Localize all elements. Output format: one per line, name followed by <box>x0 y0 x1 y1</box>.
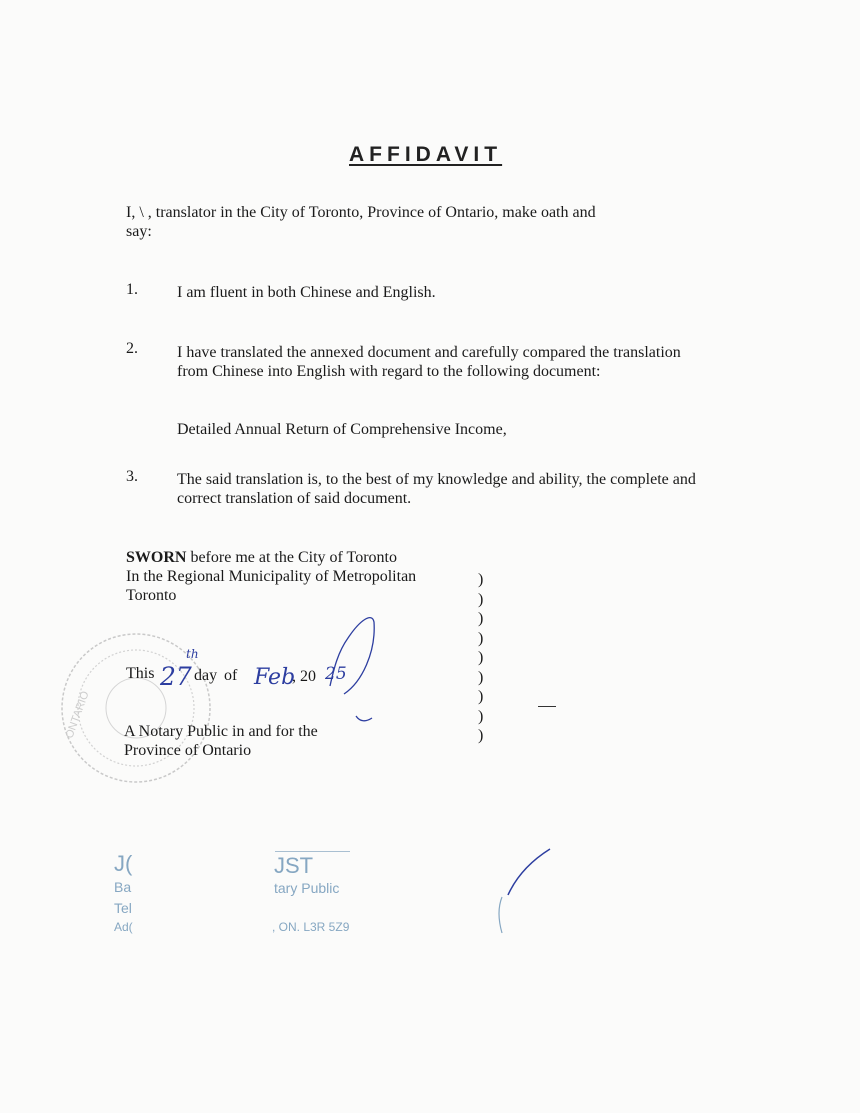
date-day-word: day <box>194 667 218 684</box>
notary-line-1: A Notary Public in and for the <box>124 723 318 740</box>
item-3-number: 3. <box>126 468 138 485</box>
notary-signature <box>300 612 390 727</box>
stamp-left-1: J( <box>114 851 133 876</box>
item-1-number: 1. <box>126 281 138 298</box>
item-3-line-1: The said translation is, to the best of my knowledge and ability, the complete and <box>177 471 696 488</box>
sworn-line-3: Toronto <box>126 587 177 604</box>
date-year-printed: , 20 <box>292 668 316 685</box>
date-day-suffix: th <box>186 647 199 661</box>
date-this: This <box>126 665 155 682</box>
stamp-right-4: , ON. L3R 5Z9 <box>272 920 350 934</box>
ink-mark <box>494 845 554 937</box>
date-of: of <box>224 667 238 684</box>
item-2-line-2: from Chinese into English with regard to the following document: <box>177 363 601 380</box>
stamp-left-3: Tel <box>114 900 132 916</box>
sworn-rest: before me at the City of Toronto <box>186 549 397 566</box>
intro-line-1: I, \ , translator in the City of Toronto, Province of Ontario, make oath and <box>126 204 596 221</box>
item-3-line-2: correct translation of said document. <box>177 490 412 507</box>
stamp-left-2: Ba <box>114 879 132 895</box>
date-day-handwritten: 27 <box>160 662 192 691</box>
document-title: AFFIDAVIT <box>349 143 503 166</box>
sworn-bold: SWORN <box>126 549 187 566</box>
stamp-right-1: JST <box>274 853 314 878</box>
sworn-line-2: In the Regional Municipality of Metropolitan <box>126 568 417 585</box>
stamp-right-2: tary Public <box>274 880 340 896</box>
referenced-document: Detailed Annual Return of Comprehensive Income, <box>177 421 507 438</box>
date-month-handwritten: Feb <box>254 665 296 690</box>
notary-line-2: Province of Ontario <box>124 742 252 759</box>
item-2-number: 2. <box>126 340 138 357</box>
sworn-line-1 <box>126 548 397 567</box>
item-1-text: I am fluent in both Chinese and English. <box>177 284 436 301</box>
stamp-top-rule <box>275 851 350 852</box>
signature-line <box>538 706 556 707</box>
item-2-line-1: I have translated the annexed document and carefully compared the translation <box>177 344 681 361</box>
seal-text: ONTARIO <box>63 689 92 741</box>
date-year-handwritten: 25 <box>325 664 347 684</box>
parentheses-column: ) ) ) ) ) ) ) ) ) <box>478 571 484 744</box>
stamp-left-4: Ad( <box>114 920 133 934</box>
intro-line-2: say: <box>126 223 152 240</box>
